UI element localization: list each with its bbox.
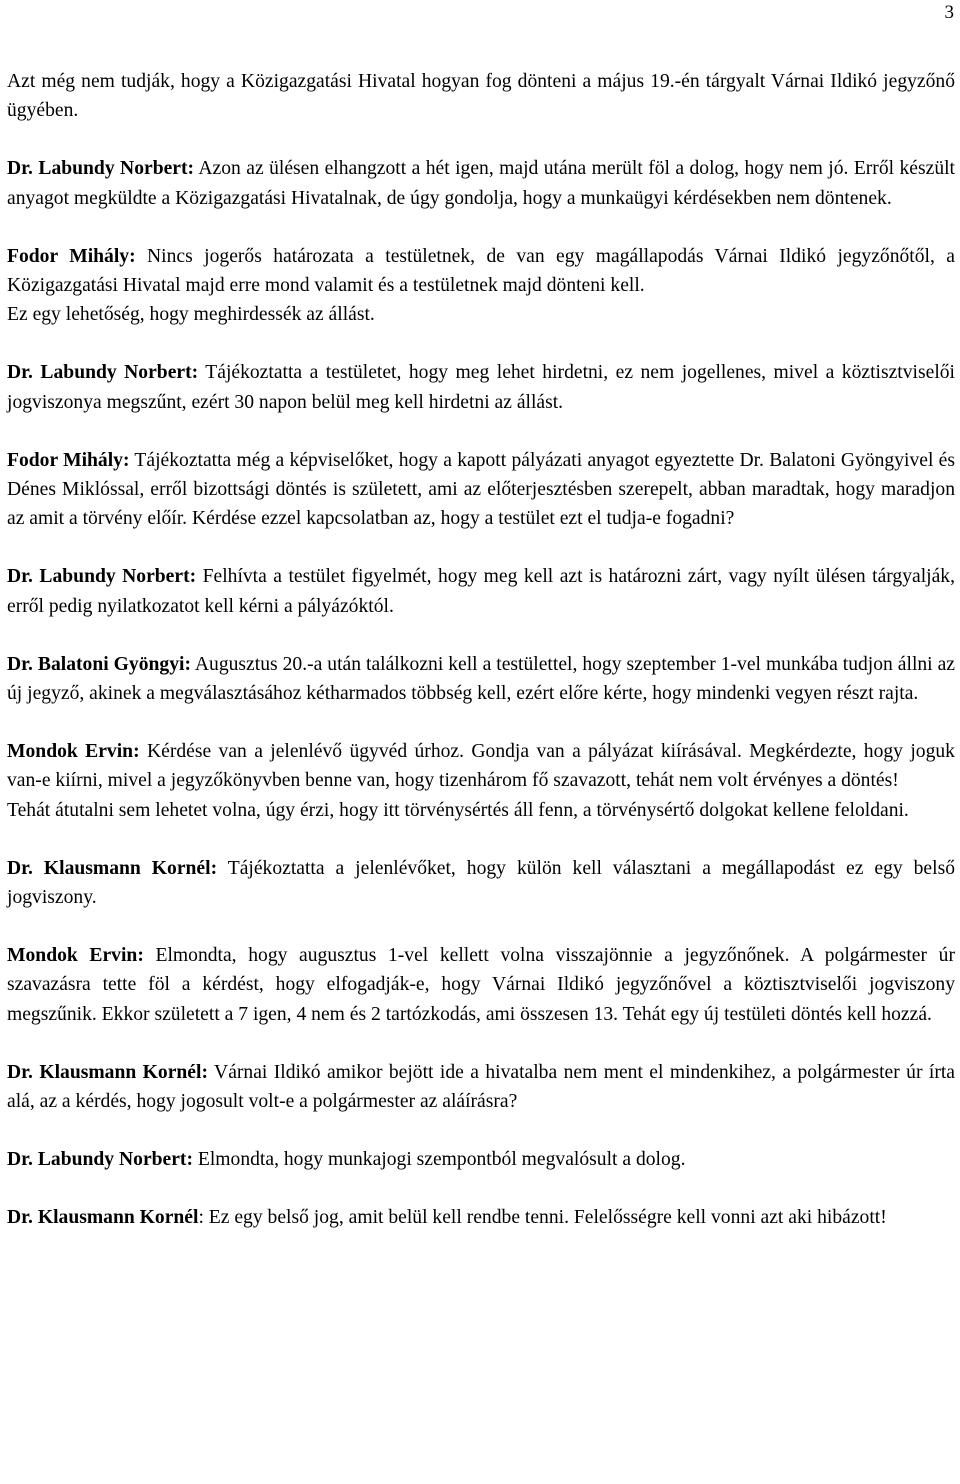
paragraph-8 <box>7 737 955 825</box>
paragraph-5 <box>7 446 955 534</box>
speaker-colon: : <box>198 1207 204 1229</box>
speaker-colon: : <box>191 362 199 384</box>
paragraph-1 <box>7 67 955 125</box>
paragraph-11 <box>7 1058 955 1116</box>
paragraph-text: Tájékoztatta még a képviselőket, hogy a kapott pályázati anyagot egyeztette Dr. Balatoni Gyöngyivel és Dénes Miklóssal, erről bizottsági döntés is született, ami az előterjesztésben szerepelt, abban maradtak, hogy maradjon az amit a törvény előír. Kérdése ezzel kapcsolatban az, hogy a testület ezt el tudja-e fogadni? <box>7 449 956 530</box>
paragraph-text: Tájékoztatta a testületet, hogy meg lehet hirdetni, ez nem jogellenes, mivel a köztisztviselői jogviszonya megszűnt, ezért 30 napon belül meg kell hirdetni az állást. <box>7 362 955 413</box>
paragraph-extra-line: Ez egy lehetőség, hogy meghirdessék az állást. <box>7 304 375 326</box>
paragraph-4 <box>7 358 955 416</box>
paragraph-text: Azon az ülésen elhangzott a hét igen, majd utána merült föl a dolog, hogy nem jó. Erről készült anyagot megküldte a Közigazgatási Hivatalnak, de úgy gondolja, hogy a munkaügyi kérdésekben nem döntenek. <box>7 158 956 209</box>
speaker-name: Dr. Klausmann Kornél <box>7 857 211 879</box>
speaker-colon: : <box>133 741 140 763</box>
speaker-name: Dr. Labundy Norbert <box>7 1149 187 1171</box>
speaker-colon: : <box>187 158 195 180</box>
paragraph-extra-line: Tehát átutalni sem lehetet volna, úgy érzi, hogy itt törvénysértés áll fenn, a törvénysértő dolgokat kellene feloldani. <box>7 799 909 821</box>
speaker-colon: : <box>189 566 197 588</box>
paragraph-text: Kérdése van a jelenlévő ügyvéd úrhoz. Gondja van a pályázat kiírásával. Megkérdezte, hogy joguk van-e kiírni, mivel a jegyzőkönyvben benne van, hogy tizenhárom fő szavazott, tehát nem volt érvényes a döntés! <box>7 741 955 792</box>
speaker-name: Mondok Ervin <box>7 945 138 967</box>
page-number: 3 <box>944 2 954 23</box>
paragraph-text: Ez egy belső jog, amit belül kell rendbe tenni. Felelősségre kell vonni azt aki hibázott! <box>203 1207 887 1229</box>
paragraph-7 <box>7 650 955 708</box>
speaker-colon: : <box>122 449 130 471</box>
paragraph-2 <box>7 154 955 212</box>
speaker-name: Dr. Labundy Norbert <box>7 158 188 180</box>
speaker-name: Dr. Klausmann Kornél <box>7 1207 199 1229</box>
speaker-colon: : <box>137 945 144 967</box>
paragraph-12 <box>7 1145 955 1174</box>
paragraph-6 <box>7 562 955 620</box>
speaker-name: Dr. Labundy Norbert <box>7 362 192 384</box>
speaker-name: Fodor Mihály <box>7 449 123 471</box>
speaker-name: Dr. Balatoni Gyöngyi <box>7 653 185 675</box>
speaker-name: Mondok Ervin <box>7 741 134 763</box>
paragraph-9 <box>7 854 955 912</box>
paragraph-text: Elmondta, hogy munkajogi szempontból megvalósult a dolog. <box>192 1149 686 1171</box>
speaker-colon: : <box>210 857 218 879</box>
paragraph-3 <box>7 242 955 330</box>
paragraph-text: Augusztus 20.-a után találkozni kell a testülettel, hogy szeptember 1-vel munkába tudjon állni az új jegyző, akinek a megválasztásához kétharmados többség kell, ezért előre kérte, hogy mindenki vegyen részt rajta. <box>7 653 956 705</box>
paragraph-text: Várnai Ildikó amikor bejött ide a hivatalba nem ment el mindenkihez, a polgármester úr írta alá, az a kérdés, hogy jogosult volt-e a polgármester az aláírásra? <box>7 1061 955 1113</box>
paragraph-text: Felhívta a testület figyelmét, hogy meg kell azt is határozni zárt, vagy nyílt ülésen tárgyalják, erről pedig nyilatkozatot kell kérni a pályázóktól. <box>7 566 956 617</box>
paragraph-text: Azt még nem tudják, hogy a Közigazgatási Hivatal hogyan fog dönteni a május 19.-én tárgyalt Várnai Ildikó jegyzőnő ügyében. <box>7 71 955 122</box>
paragraph-text: Tájékoztatta a jelenlévőket, hogy külön kell választani a megállapodást ez egy belső jogviszony. <box>7 857 955 909</box>
speaker-colon: : <box>186 1149 193 1171</box>
speaker-name: Dr. Klausmann Kornél <box>7 1061 202 1083</box>
speaker-name: Fodor Mihály <box>7 245 130 267</box>
speaker-colon: : <box>201 1061 208 1083</box>
paragraph-text: Nincs jogerős határozata a testületnek, de van egy magállapodás Várnai Ildikó jegyzőnőtől, a Közigazgatási Hivatal majd erre mond valamit és a testületnek majd dönteni kell. <box>7 245 955 297</box>
paragraph-13 <box>7 1203 955 1232</box>
speaker-name: Dr. Labundy Norbert <box>7 566 190 588</box>
document-body <box>7 67 955 1233</box>
paragraph-text: Elmondta, hogy augusztus 1-vel kellett volna visszajönnie a jegyzőnőnek. A polgármester úr szavazásra tette föl a kérdést, hogy elfogadják-e, hogy Várnai Ildikó jegyzőnővel a köztisztviselői jogviszony megszűnik. Ekkor született a 7 igen, 4 nem és 2 tartózkodás, ami összesen 13. Tehát egy új testületi döntés kell hozzá. <box>7 945 955 1025</box>
speaker-colon: : <box>129 245 136 267</box>
paragraph-10 <box>7 941 955 1029</box>
speaker-colon: : <box>184 653 191 675</box>
